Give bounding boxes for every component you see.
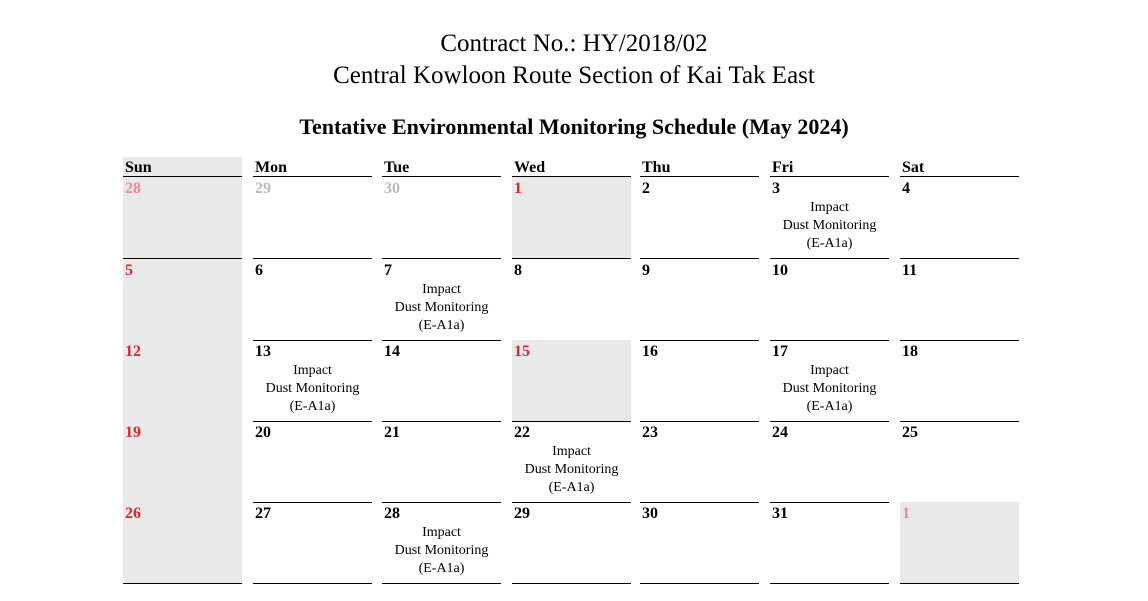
day-number: 4 [902, 180, 910, 197]
day-cell[interactable] [770, 259, 889, 341]
monitoring-event [770, 199, 889, 253]
day-cell[interactable] [123, 259, 242, 341]
day-cell[interactable] [900, 502, 1019, 584]
day-number: 15 [514, 343, 530, 360]
day-number: 25 [902, 424, 918, 441]
day-cell[interactable] [512, 259, 631, 341]
monitoring-event [512, 443, 631, 497]
monitoring-event [382, 524, 501, 578]
day-cell[interactable] [123, 177, 242, 259]
monitoring-event [770, 362, 889, 416]
day-number: 27 [255, 505, 271, 522]
day-cell[interactable] [512, 421, 631, 503]
day-number: 28 [384, 505, 400, 522]
day-cell[interactable] [640, 421, 759, 503]
weekday-header-thu: Thu [642, 159, 671, 176]
project-title: Central Kowloon Route Section of Kai Tak East [333, 62, 815, 89]
day-number: 5 [125, 262, 133, 279]
day-cell[interactable] [900, 421, 1019, 503]
day-number: 22 [514, 424, 530, 441]
day-number: 14 [384, 343, 400, 360]
contract-number: Contract No.: HY/2018/02 [440, 30, 708, 57]
day-number: 13 [255, 343, 271, 360]
day-number: 30 [642, 505, 658, 522]
day-cell[interactable] [382, 177, 501, 259]
day-cell[interactable] [512, 502, 631, 584]
day-cell[interactable] [123, 502, 242, 584]
day-number: 18 [902, 343, 918, 360]
event-line: Impact [293, 363, 332, 378]
day-cell[interactable] [900, 340, 1019, 422]
weekday-header-mon: Mon [255, 159, 287, 176]
day-cell[interactable] [640, 340, 759, 422]
event-line: Dust Monitoring [394, 543, 489, 558]
day-number: 19 [125, 424, 141, 441]
day-cell[interactable] [123, 421, 242, 503]
day-cell[interactable] [770, 421, 889, 503]
event-line: Impact [810, 363, 849, 378]
event-line: (E-A1a) [806, 399, 853, 414]
day-cell[interactable] [640, 502, 759, 584]
weekday-header-tue: Tue [384, 159, 410, 176]
day-cell[interactable] [253, 259, 372, 341]
day-number: 21 [384, 424, 400, 441]
day-number: 9 [642, 262, 650, 279]
day-cell[interactable] [900, 177, 1019, 259]
day-cell[interactable] [382, 421, 501, 503]
event-line: Impact [422, 282, 461, 297]
event-line: (E-A1a) [548, 480, 595, 495]
day-cell[interactable] [770, 340, 889, 422]
event-line: (E-A1a) [806, 236, 853, 251]
event-line: Impact [552, 444, 591, 459]
event-line: Dust Monitoring [265, 381, 360, 396]
monitoring-event [382, 281, 501, 335]
weekday-header-fri: Fri [772, 159, 794, 176]
day-number: 7 [384, 262, 392, 279]
event-line: (E-A1a) [289, 399, 336, 414]
day-cell[interactable] [770, 177, 889, 259]
day-cell[interactable] [512, 177, 631, 259]
event-line: (E-A1a) [418, 561, 465, 576]
day-cell[interactable] [900, 259, 1019, 341]
day-cell[interactable] [512, 340, 631, 422]
event-line: (E-A1a) [418, 318, 465, 333]
monitoring-event [253, 362, 372, 416]
event-line: Dust Monitoring [394, 300, 489, 315]
day-cell[interactable] [253, 340, 372, 422]
day-number: 29 [255, 180, 271, 197]
day-cell[interactable] [382, 340, 501, 422]
weekday-header-wed: Wed [514, 159, 546, 176]
day-number: 16 [642, 343, 658, 360]
day-cell[interactable] [253, 177, 372, 259]
event-line: Impact [810, 200, 849, 215]
weekday-header-sat: Sat [902, 159, 925, 176]
schedule-title: Tentative Environmental Monitoring Schedule (May 2024) [299, 114, 849, 139]
event-line: Impact [422, 525, 461, 540]
day-number: 6 [255, 262, 263, 279]
day-number: 28 [125, 180, 141, 197]
day-cell[interactable] [382, 259, 501, 341]
event-line: Dust Monitoring [524, 462, 619, 477]
day-number: 31 [772, 505, 788, 522]
weekday-header-sun: Sun [125, 159, 152, 176]
event-line: Dust Monitoring [782, 218, 877, 233]
day-number: 26 [125, 505, 141, 522]
day-cell[interactable] [640, 259, 759, 341]
day-number: 17 [772, 343, 788, 360]
day-number: 10 [772, 262, 788, 279]
day-number: 29 [514, 505, 530, 522]
day-number: 30 [384, 180, 400, 197]
day-number: 23 [642, 424, 658, 441]
day-number: 8 [514, 262, 522, 279]
day-number: 24 [772, 424, 788, 441]
day-cell[interactable] [253, 502, 372, 584]
day-number: 1 [902, 505, 910, 522]
day-number: 3 [772, 180, 780, 197]
day-number: 20 [255, 424, 271, 441]
day-cell[interactable] [770, 502, 889, 584]
day-cell[interactable] [253, 421, 372, 503]
day-cell[interactable] [382, 502, 501, 584]
day-number: 2 [642, 180, 650, 197]
event-line: Dust Monitoring [782, 381, 877, 396]
day-number: 12 [125, 343, 141, 360]
day-cell[interactable] [123, 340, 242, 422]
day-number: 1 [514, 180, 522, 197]
day-number: 11 [902, 262, 918, 279]
day-cell[interactable] [640, 177, 759, 259]
